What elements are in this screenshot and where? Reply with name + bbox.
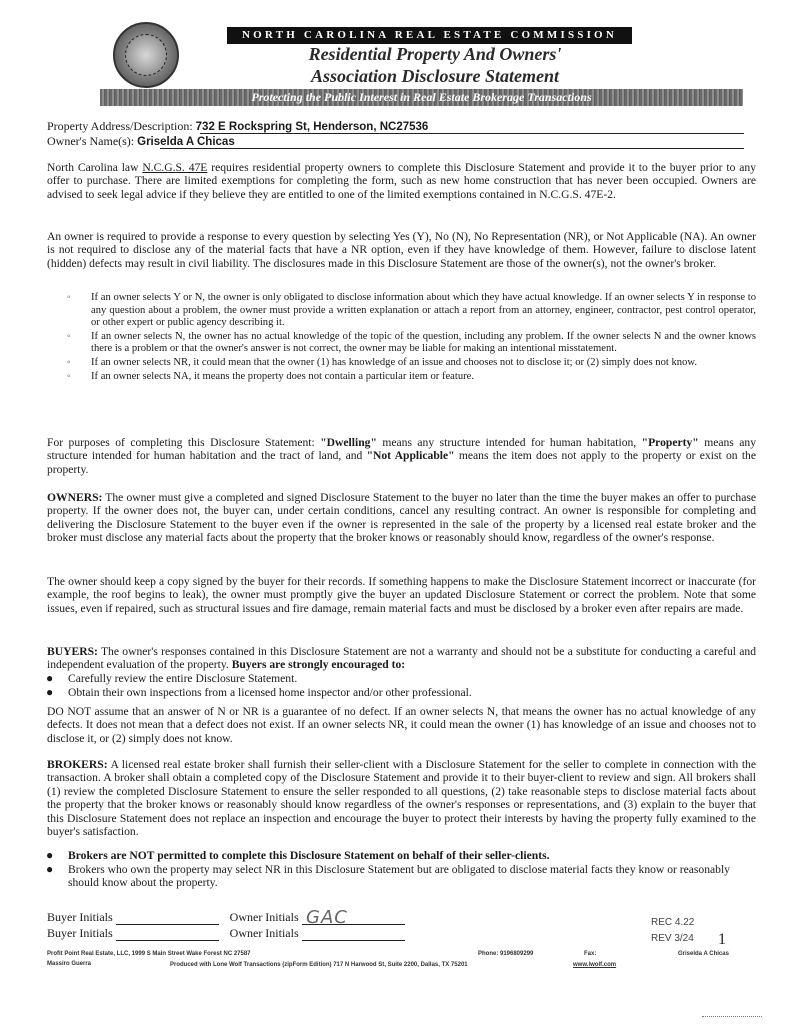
address-underline — [200, 133, 744, 134]
document-name: Griselda A Chicas — [678, 951, 729, 957]
brokers-heading: BROKERS: — [47, 758, 108, 771]
form-title-line-1: Residential Property And Owners' — [308, 44, 562, 64]
buyers-caution-paragraph: DO NOT assume that an answer of N or NR is a guarantee of no defect. If an owner selects N, that means the owner has no actual knowledge of any defects. It does not mean that a defect does not exist. If an owner selects NR, it could mean the owner (1) has knowledge of an issue and chooses not to disclose it, or (2) simply does not know. — [47, 705, 756, 745]
buyers-section: BUYERS: The owner's responses contained in this Disclosure Statement are not a warranty and should not be a substitute for conducting a careful and independent evaluation of the property. Buyers are strongly encouraged to: — [47, 645, 756, 672]
definitions-paragraph: For purposes of completing this Disclosure Statement: "Dwelling" means any structure intended for human habitation, "Property" means any structure intended for human habitation and the tract of land, and "Not Applicable" means the item does not apply to the property or exist on the property. — [47, 436, 757, 476]
list-item: ● Brokers are NOT permitted to complete this Disclosure Statement on behalf of their seller-clients. — [46, 848, 550, 862]
response-requirements-paragraph: An owner is required to provide a response to every question by selecting Yes (Y), No (N), No Representation (NR), or Not Applicable (NA). An owner is not required to disclose any of the material facts that have a NR option, even if they have knowledge of them. However, failure to disclose latent (hidden) defects may result in civil liability. The disclosures made in this Disclosure Statement are those of the owner(s), not the owner's broker. — [47, 230, 756, 270]
buyer-initials-field-2[interactable] — [116, 929, 219, 941]
bullet-icon: ◦ — [67, 356, 71, 368]
form-title-line-2: Association Disclosure Statement — [310, 66, 560, 86]
brokerage-info: Profit Point Real Estate, LLC, 1999 S Main Street Wake Forest NC 27587 — [47, 951, 251, 957]
scan-artifact — [702, 1016, 762, 1017]
website-link[interactable]: www.lwolf.com — [573, 962, 617, 968]
agent-name: Massiro Guerra — [47, 961, 92, 967]
property-address-label: Property Address/Description: — [47, 119, 193, 133]
commission-banner: NORTH CAROLINA REAL ESTATE COMMISSION — [227, 27, 632, 44]
brokers-section: BROKERS: A licensed real estate broker shall furnish their seller-client with a Disclosure Statement for the seller to complete in connection with the transaction. A broker shall obtain a completed copy of the Disclosure Statement and provide it to their buyer-client to review and sign. All brokers shall (1) review the completed Disclosure Statement to ensure the seller responded to all questions, (2) take reasonable steps to disclose material facts about the property that the broker knows or reasonably should know regardless of the owner's responses or representations, and (3) explain to the buyer that this Disclosure Statement does not replace an inspection and encourage the buyer to protect their interests by having the property fully examined to the buyer's satisfaction. — [47, 758, 756, 839]
owner-name-value: Griselda A Chicas — [137, 136, 235, 148]
owner-name-row — [47, 134, 235, 149]
owner-underline — [160, 148, 744, 149]
owner-copy-paragraph: The owner should keep a copy signed by the buyer for their records. If something happens to make the Disclosure Statement incorrect or inaccurate (for example, the roof begins to leak), the owner must promptly give the buyer an updated Disclosure Statement or correct the problem. Note that some issues, even if repaired, such as structural issues and fire damage, remain material facts and must be disclosed by a broker even after repairs are made. — [47, 575, 756, 615]
broker-rules-list — [44, 849, 756, 890]
owner-initials-field-2[interactable] — [302, 929, 405, 941]
initials-row-2: Buyer Initials Owner Initials — [47, 926, 405, 941]
list-item: ● Obtain their own inspections from a licensed home inspector and/or other professional. — [46, 684, 472, 699]
list-item: ● Brokers who own the property may select NR in this Disclosure Statement but are obligated to disclose material facts they know or reasonably should know about the property. — [46, 861, 730, 890]
bullet-icon: ● — [46, 684, 54, 699]
owner-initials-signature: GAC — [306, 907, 348, 928]
statute-reference: N.C.G.S. 47E — [142, 161, 208, 174]
response-options-list — [65, 292, 756, 384]
owners-section: OWNERS: The owner must give a completed and signed Disclosure Statement to the buyer no later than the time the buyer makes an offer to purchase property. If the owner does not, the buyer can, under certain conditions, cancel any resulting contract. An owner is responsible for completing and delivering the Disclosure Statement to the buyer even if the owner is represented in the sale of the property by a licensed real estate broker and the broker must disclose any material facts about the property that the broker knows or reasonably should know, regardless of the owner's response. — [47, 491, 756, 545]
option-na: ◦ If an owner selects NA, it means the property does not contain a particular item or feature. — [67, 370, 474, 382]
initials-row-1: Buyer Initials Owner Initials — [47, 910, 405, 925]
brokerage-fax: Fax: — [584, 951, 597, 957]
bullet-icon: ◦ — [67, 292, 71, 303]
list-item: ● Carefully review the entire Disclosure Statement. — [46, 671, 298, 685]
property-address-row — [47, 119, 428, 134]
brokerage-phone: Phone: 9196809299 — [478, 951, 534, 957]
buyers-heading: BUYERS: — [47, 645, 98, 658]
option-nr: ◦ If an owner selects NR, it could mean that the owner (1) has knowledge of an issue and chooses not to disclose it; or (2) simply does not know. — [67, 356, 697, 368]
bullet-icon: ● — [46, 861, 54, 876]
form-code: REC 4.22 — [651, 917, 695, 928]
bullet-icon: ◦ — [67, 330, 71, 342]
property-address-value: 732 E Rockspring St, Henderson, NC27536 — [195, 121, 429, 133]
revision-date: REV 3/24 — [651, 933, 694, 944]
tagline-banner: Protecting the Public Interest in Real Estate Brokerage Transactions — [100, 89, 743, 106]
produced-by: Produced with Lone Wolf Transactions (zipForm Edition) 717 N Harwood St, Suite 2200, Dallas, TX 75201 — [170, 962, 468, 968]
option-y-or-n: ◦ If an owner selects Y or N, the owner is only obligated to disclose information about which they have actual knowledge. If an owner selects Y in response to any question about a problem, the owner must provide a written explanation or attach a report from an attorney, engineer, contractor, pest control operator, or other expert or public agency describing it. — [67, 292, 756, 329]
owners-heading: OWNERS: — [47, 491, 103, 504]
page-number: 1 — [718, 931, 726, 948]
bullet-icon: ● — [46, 848, 54, 862]
bullet-icon: ● — [46, 671, 54, 685]
nc-real-estate-commission-seal-icon — [113, 22, 179, 88]
buyer-initials-field-1[interactable] — [116, 913, 219, 925]
intro-law-paragraph: North Carolina law N.C.G.S. 47E requires residential property owners to complete this Disclosure Statement and provide it to the buyer prior to any offer to purchase. There are limited exemptions for completing the form, such as new home construction that has never been occupied. Owners are advised to seek legal advice if they believe they are entitled to one of the limited exemptions contained in N.C.G.S. 47E-2. — [47, 161, 756, 201]
owner-name-label: Owner's Name(s): — [47, 134, 135, 148]
option-n: ◦ If an owner selects N, the owner has no actual knowledge of the topic of the question, including any problem. If the owner selects N and the owner knows there is a problem or that the owner's answer is not correct, the owner may be liable for making an intentional misstatement. — [67, 330, 756, 355]
buyer-recommendations-list — [44, 672, 756, 699]
bullet-icon: ◦ — [67, 370, 71, 382]
